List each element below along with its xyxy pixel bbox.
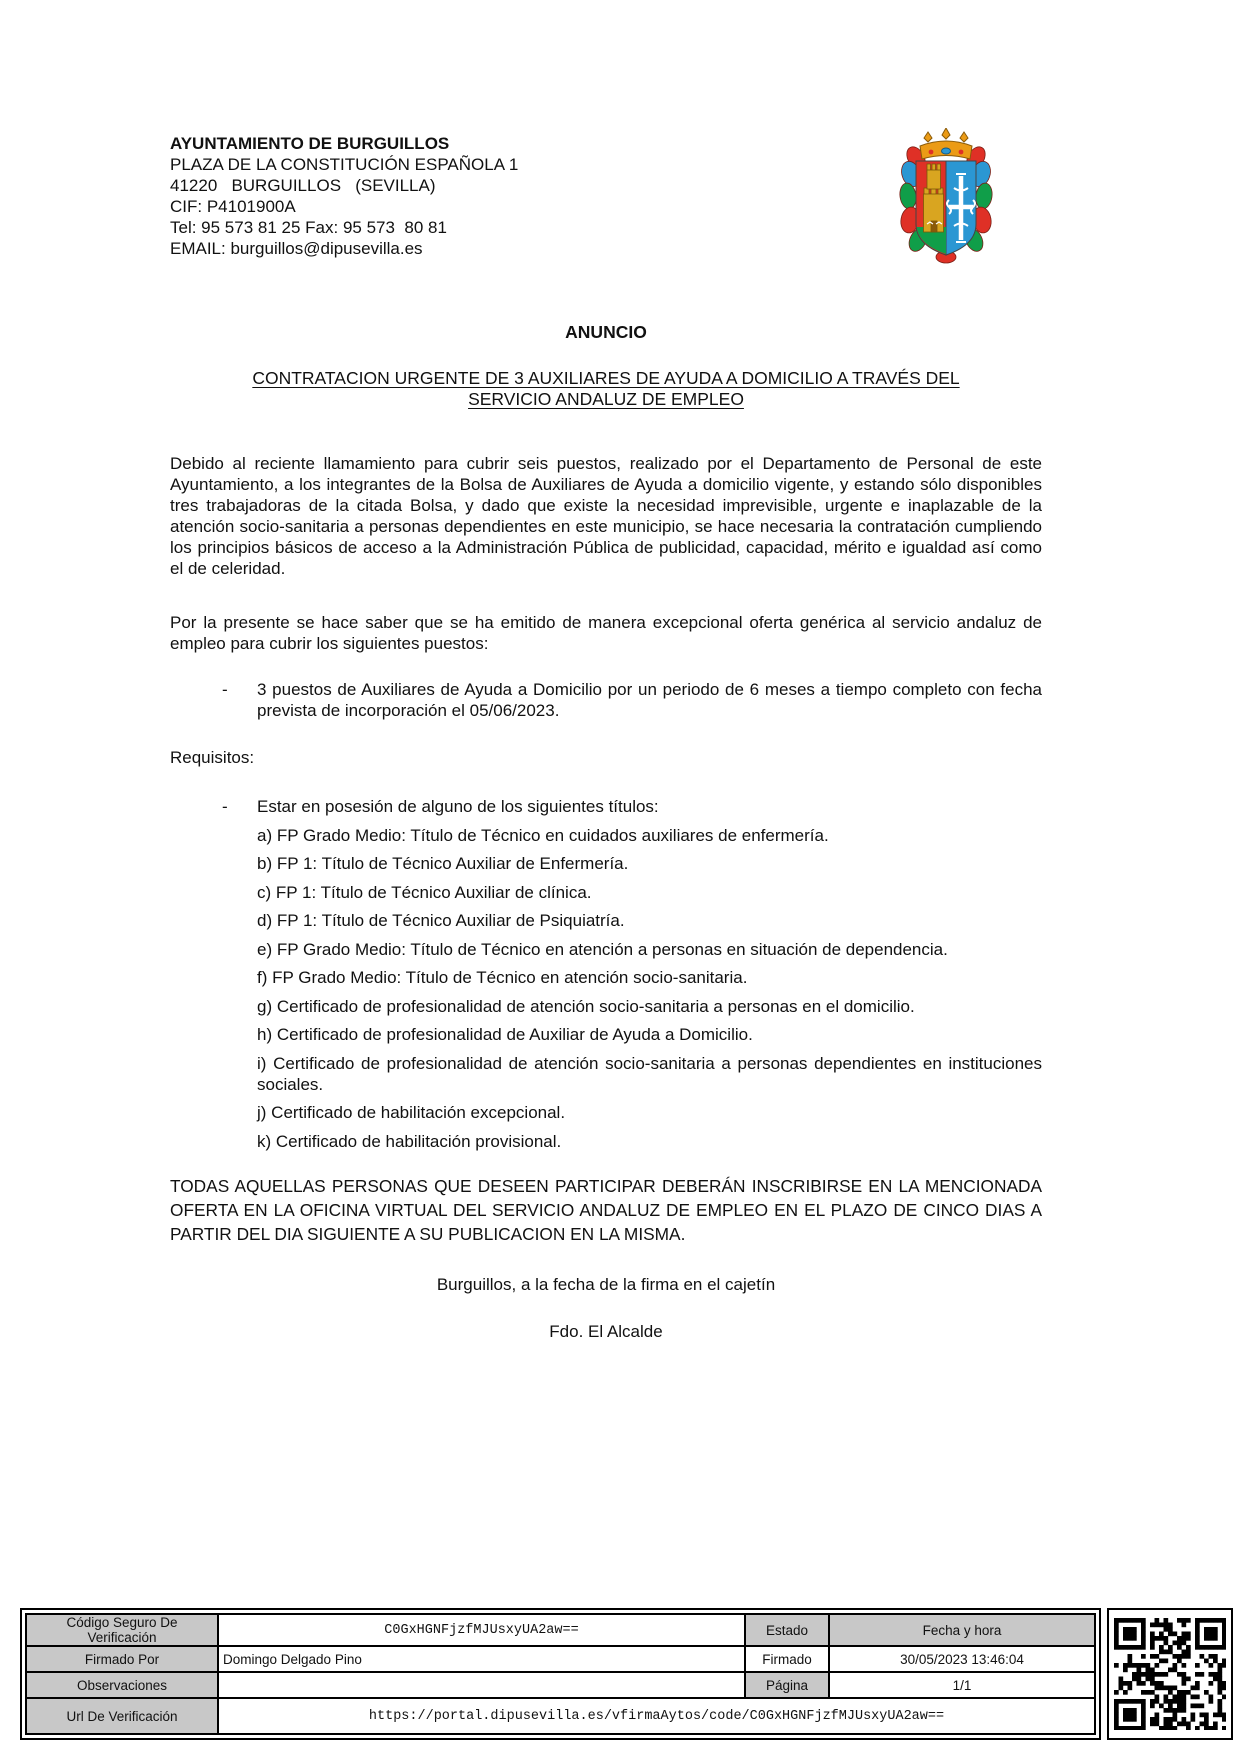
title-option-item-f: f) FP Grado Medio: Título de Técnico en atención socio-sanitaria.: [257, 968, 748, 987]
fecha-value-cell: 30/05/2023 13:46:04: [829, 1646, 1095, 1672]
csv-value-cell: C0GxHGNFjzfMJUsxyUA2aw==: [218, 1614, 745, 1646]
letterhead: [170, 133, 1042, 259]
title-option-item-h: h) Certificado de profesionalidad de Auxiliar de Ayuda a Domicilio.: [257, 1025, 753, 1044]
verification-table: [25, 1613, 1096, 1735]
requirement-intro-text: Estar en posesión de alguno de los siguientes títulos:: [257, 797, 659, 816]
title-option-item-j: j) Certificado de habilitación excepcional.: [257, 1103, 566, 1122]
signature-line: Fdo. El Alcalde: [549, 1321, 663, 1341]
email-line: EMAIL: burguillos@dipusevilla.es: [170, 239, 423, 258]
announcement-heading: ANUNCIO: [565, 322, 647, 342]
observaciones-value-cell: [218, 1672, 745, 1698]
title-option-item-e: e) FP Grado Medio: Título de Técnico en atención a personas en situación de dependencia.: [257, 939, 948, 959]
city-line: 41220 BURGUILLOS (SEVILLA): [170, 176, 436, 195]
firmado-por-label-cell: Firmado Por: [26, 1646, 218, 1672]
csv-label-cell: Código Seguro De Verificación: [26, 1614, 218, 1646]
bullet-dash: -: [222, 797, 228, 816]
requisitos-label: Requisitos:: [170, 748, 255, 767]
title-option-item-c: c) FP 1: Título de Técnico Auxiliar de clínica.: [257, 882, 592, 902]
offer-item-text: 3 puestos de Auxiliares de Ayuda a Domicilio por un periodo de 6 meses a tiempo completo con fecha prevista de incorporación el 05/06/2023.: [257, 680, 1042, 720]
url-label-cell: Url De Verificación: [26, 1698, 218, 1734]
title-option-item-a: a) FP Grado Medio: Título de Técnico en cuidados auxiliares de enfermería.: [257, 825, 829, 845]
title-option-item-b: b) FP 1: Título de Técnico Auxiliar de Enfermería.: [257, 854, 629, 873]
cif-line: CIF: P4101900A: [170, 197, 296, 216]
title-option-item-k: k) Certificado de habilitación provisional.: [257, 1131, 562, 1151]
bullet-dash: -: [222, 680, 228, 699]
signature-verification-box: [20, 1608, 1233, 1740]
title-option-item-i: i) Certificado de profesionalidad de atención socio-sanitaria a personas dependientes en instituciones sociales.: [257, 1053, 1042, 1094]
pagina-value-cell: 1/1: [829, 1672, 1095, 1698]
body-paragraph-2: Por la presente se hace saber que se ha emitido de manera excepcional oferta genérica al servicio andaluz de empleo para cubrir los siguientes puestos:: [170, 613, 1042, 653]
fecha-label-cell: Fecha y hora: [829, 1614, 1095, 1646]
estado-value-cell: Firmado: [745, 1646, 829, 1672]
qr-code: [1107, 1608, 1233, 1740]
document-title-line-1: CONTRATACION URGENTE DE 3 AUXILIARES DE AYUDA A DOMICILIO A TRAVÉS DEL: [252, 368, 960, 388]
requirement-intro-item: [170, 796, 1042, 817]
verification-url-link[interactable]: https://portal.dipusevilla.es/vfirmaAytos/code/C0GxHGNFjzfMJUsxyUA2aw==: [218, 1698, 1095, 1734]
estado-label-cell: Estado: [745, 1614, 829, 1646]
title-option-item-g: g) Certificado de profesionalidad de atención socio-sanitaria a personas en el domicilio.: [257, 996, 915, 1016]
document-body: [170, 133, 1042, 1342]
pagina-label-cell: Página: [745, 1672, 829, 1698]
document-title-line-2: SERVICIO ANDALUZ DE EMPLEO: [468, 389, 744, 409]
offer-list-item: [170, 679, 1042, 721]
org-name: AYUNTAMIENTO DE BURGUILLOS: [170, 134, 450, 153]
address-line: PLAZA DE LA CONSTITUCIÓN ESPAÑOLA 1: [170, 155, 519, 174]
place-date-line: Burguillos, a la fecha de la firma en el cajetín: [436, 1274, 776, 1294]
document-title: [170, 368, 1042, 410]
title-option-item-d: d) FP 1: Título de Técnico Auxiliar de Psiquiatría.: [257, 911, 625, 930]
phone-line: Tel: 95 573 81 25 Fax: 95 573 80 81: [170, 218, 447, 237]
observaciones-label-cell: Observaciones: [26, 1672, 218, 1698]
verification-table-frame: [20, 1608, 1101, 1740]
body-paragraph-1: Debido al reciente llamamiento para cubrir seis puestos, realizado por el Departamento de Personal de este Ayuntamiento, a los integrantes de la Bolsa de Auxiliares de Ayuda a domicilio vigente, y estando sólo disponibles tres trabajadoras de la citada Bolsa, y dado que existe la necesidad imprevisible, urgente e inaplazable de la atención socio-sanitaria a personas dependientes en este municipio, se hace necesaria la contratación cumpliendo los principios básicos de acceso a la Administración Pública de publicidad, capacidad, mérito e igualdad así como el de celeridad.: [170, 454, 1042, 578]
closing-paragraph: TODAS AQUELLAS PERSONAS QUE DESEEN PARTICIPAR DEBERÁN INSCRIBIRSE EN LA MENCIONADA OFERTA EN LA OFICINA VIRTUAL DEL SERVICIO ANDALUZ DE EMPLEO EN EL PLAZO DE CINCO DIAS A PARTIR DEL DIA SIGUIENTE A SU PUBLICACION EN LA MISMA.: [170, 1175, 1042, 1244]
firmado-por-value-cell: Domingo Delgado Pino: [218, 1646, 745, 1672]
title-options-list: [170, 825, 1042, 1152]
